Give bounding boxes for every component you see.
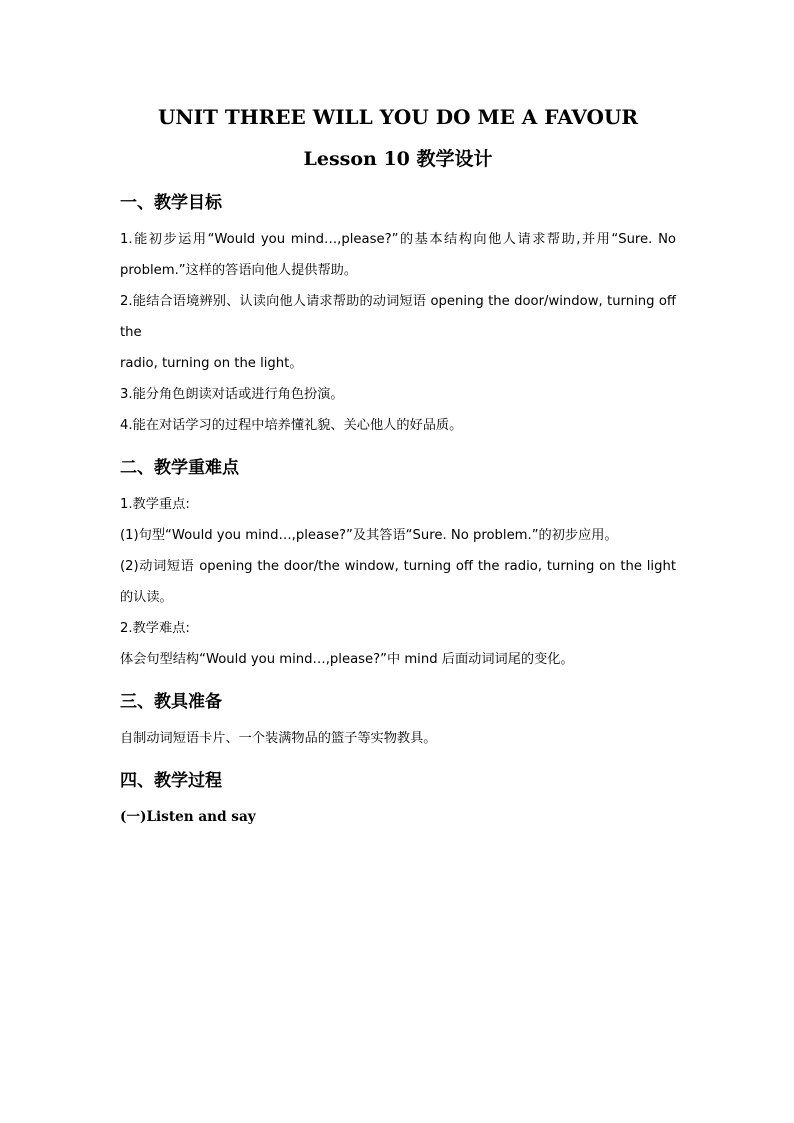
section-heading: 三、教具准备: [120, 692, 222, 712]
section-objectives: [120, 188, 676, 441]
paragraph: (2)动词短语 opening the door/the window, turning off the radio, turning on the light 的认读。: [120, 559, 676, 605]
paragraph: 3.能分角色朗读对话或进行角色扮演。: [120, 387, 344, 402]
section-key-points: [120, 453, 676, 675]
section-teaching-aids: [120, 687, 676, 754]
paragraph: 2.能结合语境辨别、认读向他人请求帮助的动词短语 opening the door/window, turning off the: [120, 294, 676, 340]
subheading: (一)Listen and say: [120, 809, 256, 825]
paragraph: 1.能初步运用“Would you mind…,please?”的基本结构向他人请求帮助,并用“Sure. No problem.”这样的答语向他人提供帮助。: [120, 232, 676, 278]
paragraph: (1)句型“Would you mind…,please?”及其答语“Sure. No problem.”的初步应用。: [120, 528, 618, 543]
paragraph: 1.教学重点:: [120, 497, 190, 512]
paragraph: 2.教学难点:: [120, 621, 190, 636]
section-heading: 四、教学过程: [120, 771, 222, 791]
document-subtitle: Lesson 10 教学设计: [303, 148, 493, 170]
paragraph: 自制动词短语卡片、一个装满物品的篮子等实物教具。: [120, 731, 437, 746]
section-heading: 二、教学重难点: [120, 458, 239, 478]
document-page: [120, 100, 676, 833]
paragraph: 4.能在对话学习的过程中培养懂礼貌、关心他人的好品质。: [120, 418, 463, 433]
paragraph: 体会句型结构“Would you mind…,please?”中 mind 后面动词词尾的变化。: [120, 652, 574, 667]
paragraph: radio, turning on the light。: [120, 356, 303, 371]
section-teaching-process: [120, 766, 676, 833]
section-heading: 一、教学目标: [120, 193, 222, 213]
document-title: UNIT THREE WILL YOU DO ME A FAVOUR: [157, 105, 639, 129]
